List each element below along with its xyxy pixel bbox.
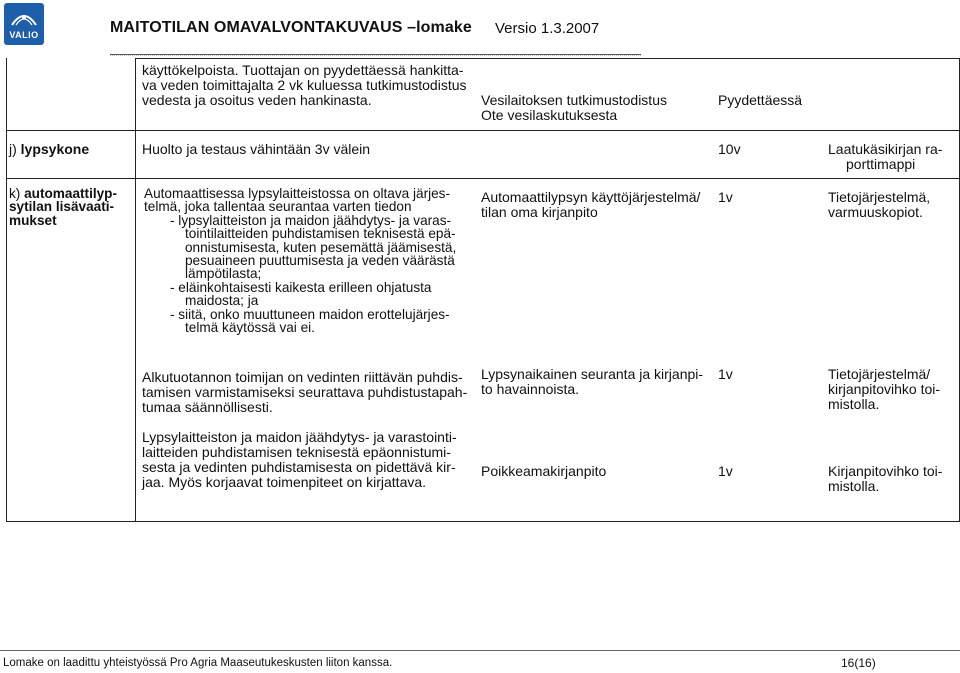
- bullet-line: - lypsylaitteiston ja maidon jäähdytys- ja varas-: [170, 212, 452, 228]
- text-line: tumaa säännöllisesti.: [142, 399, 273, 415]
- row-j-description: Huolto ja testaus vähintään 3v välein: [142, 141, 371, 157]
- text-line: to havainnoista.: [481, 381, 580, 397]
- valio-logo: [4, 3, 44, 45]
- row-k2-frequency: 1v: [718, 366, 733, 382]
- text-line: Vesilaitoksen tutkimustodistus: [481, 92, 667, 108]
- bullet-line: - eläinkohtaisesti kaikesta erilleen ohjatusta: [170, 279, 432, 295]
- text-line: porttimappi: [846, 156, 916, 172]
- document-title: MAITOTILAN OMAVALVONTAKUVAUS –lomake: [110, 19, 472, 36]
- text-line: Laatukäsikirjan ra-: [828, 141, 943, 157]
- row-k2-storage: [828, 367, 953, 412]
- continuation-description: [142, 63, 477, 108]
- text-line: jaa. Myös korjaavat toimenpiteet on kirjattava.: [142, 474, 427, 490]
- row-k3-frequency: 1v: [718, 463, 733, 479]
- row-j-frequency: 10v: [718, 141, 741, 157]
- text-line: telmä, joka tallentaa seurantaa varten tiedon: [144, 199, 412, 215]
- row-k-frequency: 1v: [718, 189, 733, 205]
- text-line: vedesta ja osoitus veden hankinasta.: [142, 92, 372, 108]
- row-k-title-line: mukset: [9, 212, 57, 228]
- row-divider: [6, 178, 960, 179]
- text-line: Lypsynaikainen seuranta ja kirjanpi-: [481, 366, 704, 382]
- table-border-top: [135, 58, 960, 59]
- table-border-left: [6, 58, 7, 521]
- text-line: onnistumisesta, kuten pesemättä jäämisestä,: [185, 239, 457, 255]
- continuation-documents: [481, 93, 706, 123]
- footer-note: Lomake on laadittu yhteistyössä Pro Agria Maaseutukeskusten liiton kanssa.: [3, 657, 393, 669]
- row-j-prefix: j): [9, 141, 21, 157]
- row-j-title: lypsykone: [20, 141, 90, 157]
- row-k-title-line: sytilan lisävaati-: [9, 199, 115, 215]
- text-line: Alkutuotannon toimijan on vedinten riittävän puhdis-: [142, 369, 463, 385]
- text-line: Tietojärjestelmä/: [828, 366, 931, 382]
- row-k2-documents: [481, 367, 711, 397]
- row-k-title: automaattilyp-: [24, 186, 118, 201]
- row-k3-description: [142, 430, 477, 490]
- text-line: tointilaitteiden puhdistamisen teknisestä epä-: [185, 226, 456, 242]
- text-line: Automaattisessa lypsylaitteistossa on oltava järjes-: [144, 186, 450, 201]
- text-line: käyttökelpoista. Tuottajan on pyydettäessä hankitta-: [142, 62, 464, 78]
- page-number: 16(16): [841, 656, 876, 670]
- text-line: Lypsylaitteiston ja maidon jäähdytys- ja varastointi-: [142, 429, 457, 445]
- column-divider: [135, 58, 136, 521]
- row-k3-documents: Poikkeamakirjanpito: [481, 463, 607, 479]
- text-line: tamisen varmistamiseksi seurattava puhdistustapah-: [142, 384, 468, 400]
- row-k-storage: [828, 190, 953, 220]
- text-line: Ote vesilaskutuksesta: [481, 107, 618, 123]
- table-border-bottom: [6, 521, 960, 522]
- bullet-line: - siitä, onko muuttuneen maidon erottelujärjes-: [170, 306, 450, 322]
- text-line: varmuuskopiot.: [828, 204, 923, 220]
- row-k-prefix: k): [9, 186, 25, 201]
- text-line: mistolla.: [828, 396, 880, 412]
- document-version: Versio 1.3.2007: [495, 20, 600, 37]
- text-line: maidosta; ja: [185, 293, 259, 309]
- text-line: Tietojärjestelmä,: [828, 189, 931, 205]
- continuation-frequency: Pyydettäessä: [718, 92, 803, 108]
- footer-rule: [0, 650, 960, 651]
- text-line: laitteiden puhdistamisen teknisestä epäonnistumi-: [142, 444, 451, 460]
- text-line: va veden toimittajalta 2 vk kuluessa tutkimustodistus: [142, 77, 467, 93]
- text-line: Kirjanpitovihko toi-: [828, 463, 943, 479]
- row-j-storage: [828, 142, 953, 172]
- text-line: telmä käytössä vai ei.: [185, 320, 315, 336]
- row-divider: [6, 130, 960, 131]
- row-k-label: [9, 187, 133, 227]
- row-j-label: [9, 142, 89, 157]
- row-k-description: [144, 187, 474, 334]
- text-line: Automaattilypsyn käyttöjärjestelmä/: [481, 189, 701, 205]
- row-k2-description: [142, 370, 477, 415]
- text-line: lämpötilasta;: [185, 266, 262, 282]
- header-rule-dotted: [110, 55, 641, 56]
- text-line: pesuaineen puuttumisesta ja veden väärästä: [185, 253, 455, 269]
- row-k-label-line: [9, 187, 133, 200]
- text-line: tilan oma kirjanpito: [481, 204, 598, 220]
- text-line: kirjanpitovihko toi-: [828, 381, 941, 397]
- text-line: mistolla.: [828, 478, 880, 494]
- row-k3-storage: [828, 464, 953, 494]
- text-line: sesta ja vedinten puhdistamisesta on pidettävä kir-: [142, 459, 456, 475]
- row-k-documents: [481, 190, 711, 220]
- logo-text: VALIO: [9, 30, 39, 40]
